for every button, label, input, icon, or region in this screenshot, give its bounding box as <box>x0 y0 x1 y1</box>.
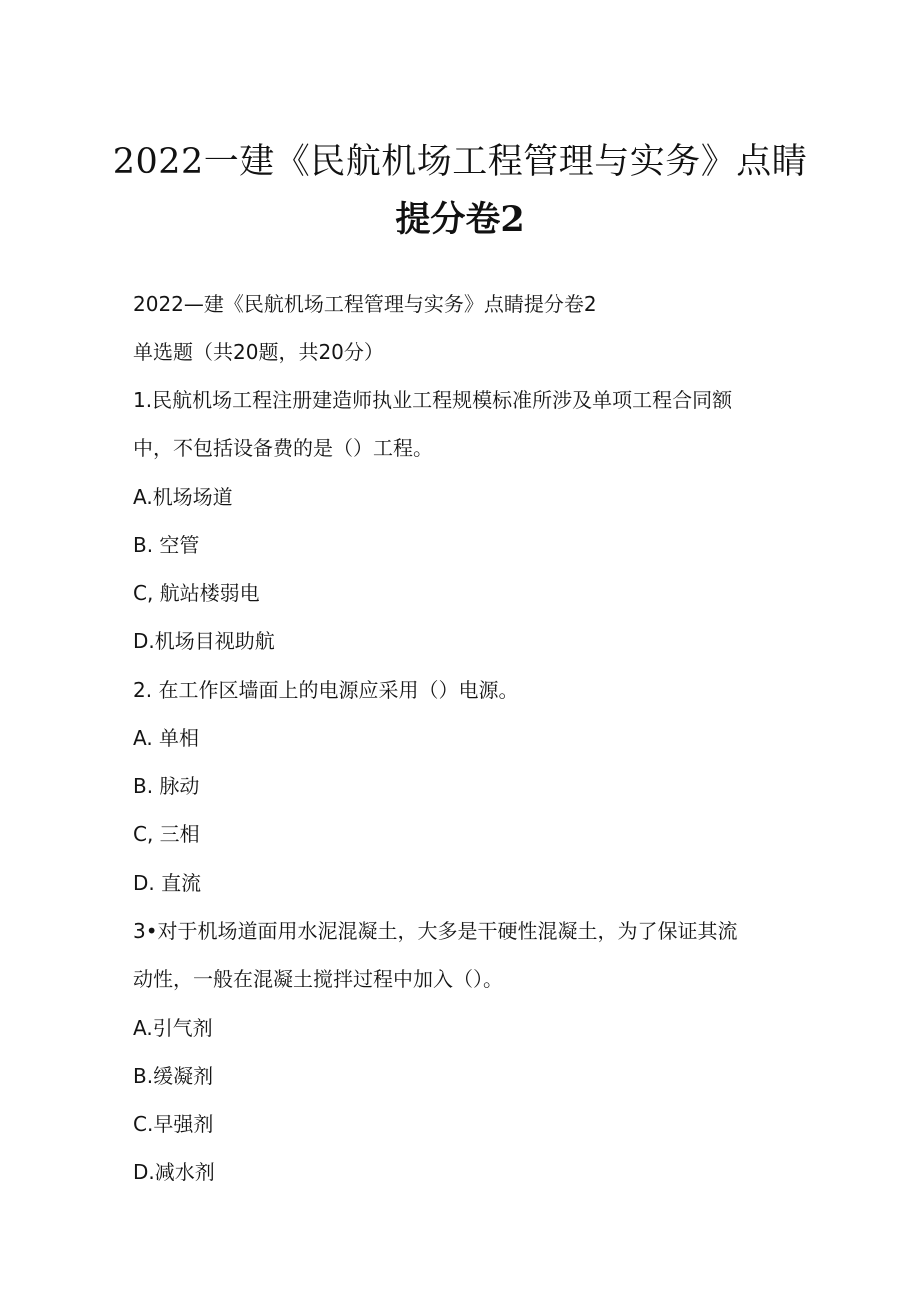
question-2-stem-line-1: 2. 在工作区墙面上的电源应采用（）电源。 <box>133 678 519 702</box>
question-3-stem-line-1: 3•对于机场道面用水泥混凝土，大多是干硬性混凝土，为了保证其流 <box>133 919 738 943</box>
question-2-option-d: D. 直流 <box>133 871 202 895</box>
document-title-line-2: 提分卷2 <box>395 199 525 240</box>
question-3-option-c: C.早强剂 <box>133 1112 214 1136</box>
question-3-option-b: B.缓凝剂 <box>133 1064 214 1088</box>
question-1-stem-line-2: 中，不包括设备费的是（）工程。 <box>133 436 433 460</box>
document-subtitle: 2022—建《民航机场工程管理与实务》点睛提分卷2 <box>133 292 597 316</box>
question-1-option-d: D.机场目视助航 <box>133 629 275 653</box>
question-2-option-c: C, 三相 <box>133 822 200 846</box>
question-2-option-b: B. 脉动 <box>133 774 200 798</box>
question-1-option-b: B. 空管 <box>133 533 200 557</box>
question-1-option-c: C, 航站楼弱电 <box>133 581 260 605</box>
question-3-option-a: A.引气剂 <box>133 1016 213 1040</box>
question-3-option-d: D.减水剂 <box>133 1160 215 1184</box>
document-title-line-1: 2022一建《民航机场工程管理与实务》点睛 <box>112 142 808 182</box>
question-3-stem-line-2: 动性，一般在混凝土搅拌过程中加入（）。 <box>133 967 503 991</box>
question-2-option-a: A. 单相 <box>133 726 200 750</box>
question-1-stem-line-1: 1.民航机场工程注册建造师执业工程规模标准所涉及单项工程合同额 <box>133 388 733 412</box>
section-heading: 单选题（共20题，共20分） <box>133 340 384 364</box>
question-1-option-a: A.机场场道 <box>133 485 233 509</box>
